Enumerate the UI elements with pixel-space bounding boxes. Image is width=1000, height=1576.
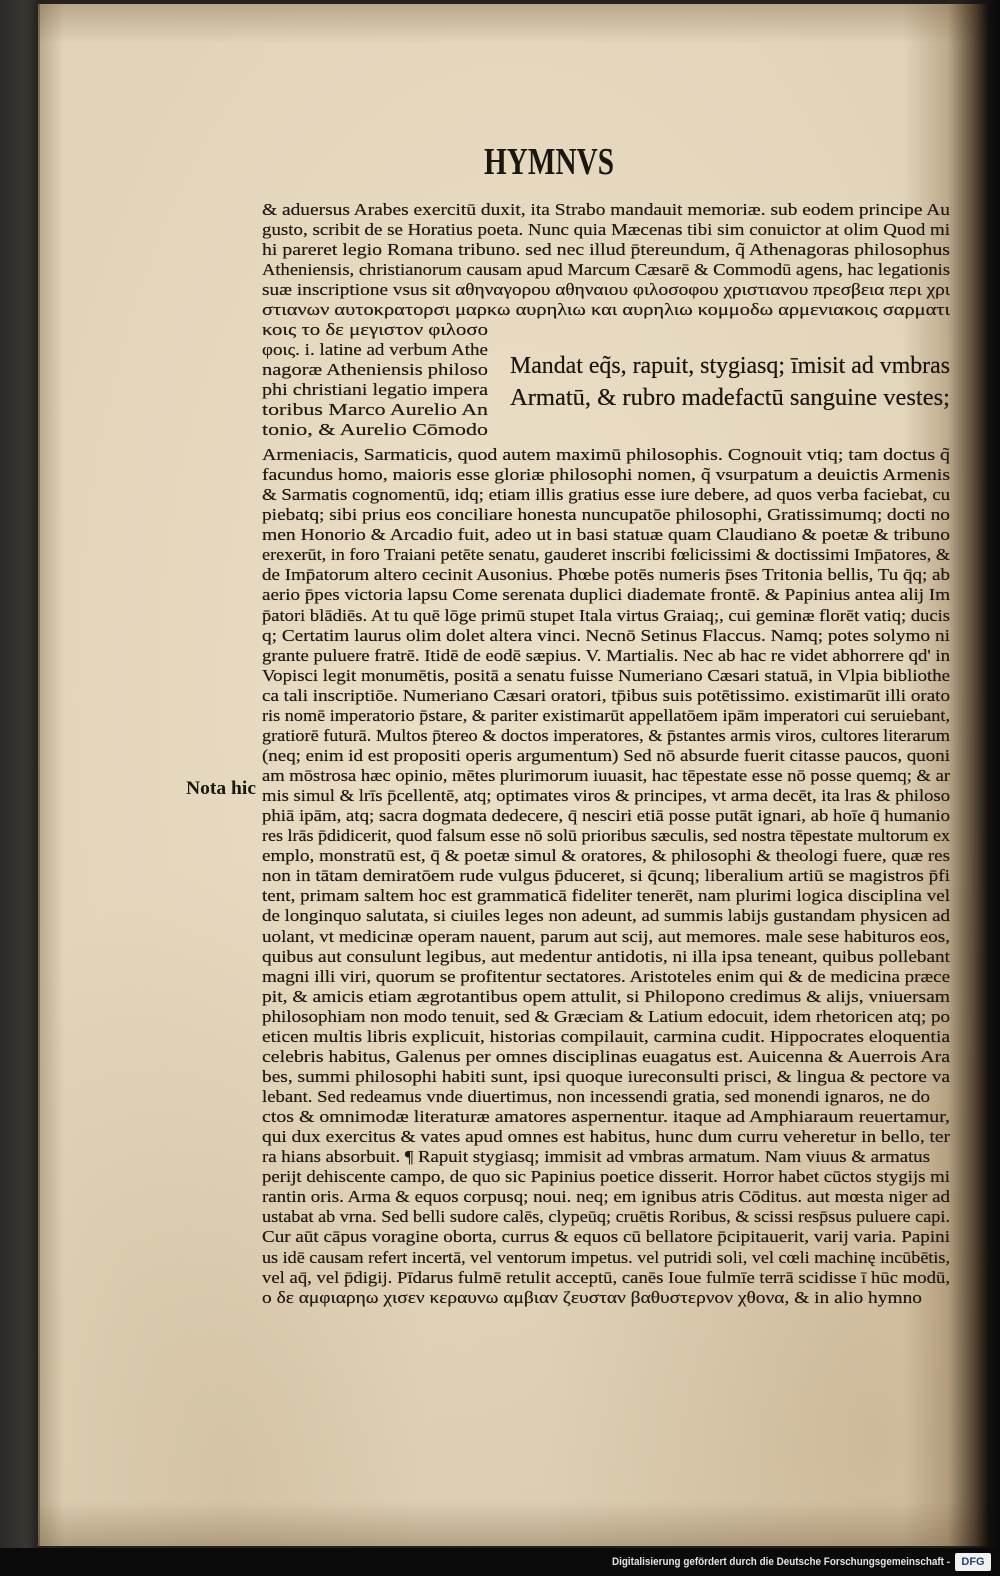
line-text: ctos & omnimodæ literaturæ amatores aspernentur. itaque ad Amphiaraum reuertamur, xyxy=(262,1107,950,1127)
text-line xyxy=(262,1147,930,1167)
greek-text-line xyxy=(262,300,950,320)
line-text: p̄atori blādiēs. At tu quē lōge primū stupet Itala virtus Graiaq;, cui geminæ florēt vatiq; ducis xyxy=(262,605,950,625)
line-text: philosophiam non modo tenuit, sed & Græciam & Latium edocuit, idem rhetoricen atq; po xyxy=(262,1006,950,1026)
line-text: φοις. i. latine ad verbum Athe xyxy=(262,340,488,359)
text-line xyxy=(262,766,950,786)
text-line xyxy=(262,1248,950,1268)
text-line xyxy=(262,260,950,280)
text-line xyxy=(262,445,950,465)
text-line xyxy=(262,947,950,967)
line-text: erexerūt, in foro Traiani petēte senatu, gauderet inscribi fœlicissimi & doctissimi Imp̄atores, & xyxy=(262,545,950,565)
line-text: (neq; enim id est propositi operis argumentum) Sed nō absurde fuerit citasse paucos, quoni xyxy=(262,745,950,765)
verse-quotation xyxy=(510,350,950,414)
line-text: perijt dehiscente campo, de quo sic Papinius poetice disserit. Horror habet cūctos stygijs mi xyxy=(262,1167,950,1187)
line-text: ris nomē imperatorio p̄stare, & pariter existimarūt appellatōem ipām imperatori cui seruiebant, xyxy=(262,705,950,725)
text-line xyxy=(262,585,950,605)
side-column-line xyxy=(262,340,488,360)
text-line xyxy=(262,240,950,260)
line-text: ustabat ab vrna. Sed belli sudore calēs, clypeūq; cruētis Roribus, & scissi resp̄sus puluere capi. xyxy=(262,1207,950,1227)
line-text: uolant, vt medicinæ operam nauent, parum aut scij, aut memores. male sese habituros eos, xyxy=(262,926,950,946)
text-line xyxy=(262,1187,950,1207)
text-line xyxy=(262,1087,930,1107)
text-line xyxy=(262,505,950,525)
text-line xyxy=(262,1227,950,1247)
running-head-text: HYMNVS xyxy=(484,141,614,183)
line-text: Vopisci legit monumētis, positā a senatu fuisse Numeriano Cæsari statuā, in Vlpia bibliothe xyxy=(262,665,950,685)
funding-notice-text: Digitalisierung gefördert durch die Deutsche Forschungsgemeinschaft - xyxy=(612,1556,950,1568)
line-text: us idē causam refert incertā, vel ventorum impetus. vel putridi soli, vel cœli machinę incūbētis, xyxy=(262,1247,950,1267)
line-text: qui dux exercitus & vates apud omnes est habitus, hunc dum curru veheretur in bello, ter xyxy=(262,1127,950,1147)
text-line xyxy=(262,866,950,886)
text-line xyxy=(262,200,950,220)
text-line xyxy=(262,1107,950,1127)
funding-notice xyxy=(612,1554,950,1570)
side-column xyxy=(262,340,488,440)
line-text: am mōstrosa hæc opinio, mētes plurimorum iuuasit, hac tēpestate esse nō posse quemq; & ar xyxy=(262,766,950,785)
line-text: facundus homo, maioris esse gloriæ philosophi nomen, q̃ vsurpatum a deuictis Armenis xyxy=(262,465,950,485)
text-line xyxy=(262,485,950,505)
text-line xyxy=(262,987,950,1007)
line-text: ο δε αμφιαρηω χισεν κεραυνω αμβιαν ζευσταν βαθυστερνον χθονα, & in alio hymno xyxy=(262,1287,922,1307)
line-text: rantin oris. Arma & equos corpusq; noui. neq; em ignibus atris Cōditus. aut mœsta niger ad xyxy=(262,1187,950,1207)
text-line xyxy=(262,1167,950,1187)
line-text: lebant. Sed redeamus vnde diuertimus, non incessendi gratia, sed monendi ignaros, ne do xyxy=(262,1087,930,1106)
line-text: emplo, monstratū est, q̄ & poetæ simul & oratores, & philosophi & theologi fuere, quæ res xyxy=(262,846,950,866)
text-line xyxy=(262,220,950,240)
line-text: de longinquo salutata, si ciuiles leges non adeunt, ad summis labijs gustandam physicen ad xyxy=(262,906,950,926)
text-line xyxy=(262,666,950,686)
text-line xyxy=(262,746,950,766)
line-text: pit, & amicis etiam ægrotantibus opem attulit, si Philopono credimus & alijs, vniuersam xyxy=(262,986,950,1006)
line-text: Cur aūt cāpus voragine oborta, currus & equos cū bellatore p̄cipitauerit, varij varia. Papini xyxy=(262,1227,950,1247)
line-text: gratiorē futurā. Multos p̄tereo & doctos imperatores, & p̄stantes armis viros, cultores literarum xyxy=(262,725,950,745)
text-line xyxy=(262,706,950,726)
text-line xyxy=(262,626,950,646)
line-text: res lrās p̄didicerit, quod falsum esse nō solū prioribus sæculis, sed nostra tēpestate multorum ex xyxy=(262,826,950,846)
side-column-line xyxy=(262,380,488,400)
text-line xyxy=(262,465,950,485)
text-block-top xyxy=(262,200,950,340)
line-text: στιανων αυτοκρατορσι μαρκω αυρηλιω και αυρηλιω κομμοδω αρμενιακοις σαρματι xyxy=(262,300,950,319)
line-text: toribus Marco Aurelio An xyxy=(262,400,488,419)
line-text: de Imp̄atorum altero cecinit Ausonius. Phœbe potēs numeris p̄ses Tritonia bellis, Tu q̄q; ab xyxy=(262,565,950,585)
line-text: ca tali inscriptiōe. Numeriano Cæsari oratori, tp̄ibus suis potētissimo. existimarūt illi orato xyxy=(262,685,950,705)
text-line xyxy=(262,806,950,826)
line-text: men Honorio & Arcadio fuit, adeo ut in basi statuæ quam Claudiano & poetæ & tribuno xyxy=(262,525,950,545)
line-text: nagoræ Atheniensis philoso xyxy=(262,360,488,379)
side-column-line xyxy=(262,400,488,420)
text-line xyxy=(262,726,950,746)
text-line xyxy=(262,927,950,947)
line-text: piebatq; sibi prius eos conciliare honesta nuncupatōe philosophi, Gratissimumq; docti no xyxy=(262,505,950,525)
line-text: vel aq̄, vel p̄digij. Pīdarus fulmē retulit acceptū, canēs Ioue fulmīe terrā scidisse ī hūc modū, xyxy=(262,1267,950,1287)
marginal-note xyxy=(186,776,256,802)
text-line xyxy=(262,886,950,906)
text-line xyxy=(262,1207,950,1227)
line-text: magni illi viri, quorum se profitentur sectatores. Aristoteles enim qui & de medicina præce xyxy=(262,966,950,986)
marginal-note-text: Nota hic xyxy=(186,778,256,799)
text-line xyxy=(262,525,950,545)
line-text: mis simul & lrīs p̄cellentē, atq; optimates viros & principes, vt arma decēt, ita lras & philoso xyxy=(262,786,950,806)
line-text: eticen multis libris explicuit, historias compilauit, carmina cudit. Hippocrates eloquentia xyxy=(262,1026,950,1046)
footer-bar xyxy=(0,1548,1000,1576)
line-text: q; Certatim laurus olim dolet altera vinci. Necnō Setinus Flaccus. Namq; potes solymo ni xyxy=(262,625,950,645)
text-line xyxy=(262,565,950,585)
line-text: Mandat eq̃s, rapuit, stygiasq; īmisit ad vmbras xyxy=(510,353,950,379)
text-line xyxy=(262,606,950,626)
line-text: non in tātam demiratōem rude vulgus p̄duceret, si q̄cunq; liberalium artiū se magistros p̄fi xyxy=(262,866,950,886)
text-line xyxy=(262,846,950,866)
line-text: Atheniensis, christianorum causam apud Marcum Cæsarē & Commodū agens, hac legationis xyxy=(262,260,950,279)
line-text: quibus aut consulunt legibus, aut medentur antidotis, ni illa ipsa teneant, quibus pollebant xyxy=(262,946,950,966)
line-text: ra hians absorbuit. ¶ Rapuit stygiasq; immisit ad vmbras armatum. Nam viuus & armatus xyxy=(262,1147,930,1167)
text-line xyxy=(262,545,950,565)
line-text: tent, primam saltem hoc est grammaticā fideliter tenerēt, nam plurimi logica disciplina vel xyxy=(262,886,950,906)
text-line xyxy=(262,1027,950,1047)
line-text: & aduersus Arabes exercitū duxit, ita Strabo mandauit memoriæ. sub eodem principe Au xyxy=(262,200,950,219)
book-page xyxy=(38,4,988,1546)
line-text: hi pareret legio Romana tribuno. sed nec illud p̄tereundum, q̃ Athenagoras philosophus xyxy=(262,240,950,259)
line-text: κοις το δε μεγιστον φιλοσο xyxy=(262,320,488,339)
text-line xyxy=(262,967,950,987)
dfg-logo: DFG xyxy=(955,1553,991,1571)
line-text: phiā ipām, atq; sacra dogmata dedecere, q̄ nesciri etiā posse putāt ignari, ab hoīe q̄ humanio xyxy=(262,806,950,826)
line-text: gusto, scribit de se Horatius poeta. Nunc quia Mæcenas tibi sim conuictor at olim Quod mi xyxy=(262,220,950,239)
text-line xyxy=(262,1047,950,1067)
line-text: phi christiani legatio impera xyxy=(262,380,488,399)
text-line xyxy=(262,1007,950,1027)
line-text: celebris habitus, Galenus per omnes disciplinas euagatus est. Auicenna & Auerrois Ara xyxy=(262,1046,950,1066)
text-line xyxy=(262,1127,950,1147)
side-column-line xyxy=(262,360,488,380)
line-text: & Sarmatis cognomentū, idq; etiam illis gratius esse iure debere, ad quos verba faciebat, cu xyxy=(262,485,950,505)
text-block-main xyxy=(262,445,950,1308)
text-line xyxy=(262,686,950,706)
line-text: grante puluere fratrē. Itidē de eodē sæpius. V. Martialis. Nec ab hac re videt abhorrere qd' in xyxy=(262,645,950,665)
running-head xyxy=(484,140,614,184)
greek-text-line xyxy=(262,1288,922,1308)
text-line xyxy=(262,646,950,666)
line-text: bes, summi philosophi habiti sunt, ipsi quoque iureconsulti prisci, & lingua & pectore va xyxy=(262,1066,950,1086)
line-text: aerio p̄pes victoria lapsu Come serenata duplici diademate frontē. & Papinius antea alij Im xyxy=(262,585,950,605)
greek-text-line xyxy=(262,280,950,300)
side-column-line xyxy=(262,420,488,440)
text-line xyxy=(262,826,950,846)
line-text: tonio, & Aurelio Cōmodo xyxy=(262,420,488,439)
line-text: Armeniacis, Sarmaticis, quod autem maximū philosophis. Cognouit vtiq; tam doctus q̃ xyxy=(262,445,950,464)
text-line xyxy=(262,906,950,926)
line-text: Armatū, & rubro madefactū sanguine vestes; xyxy=(510,385,950,411)
verse-line xyxy=(510,382,950,414)
line-text: suæ inscriptione vsus sit αθηναγορου αθηναιου φιλοσοφου χριστιανου πρεσβεια περι χρι xyxy=(262,280,950,299)
text-line xyxy=(262,1067,950,1087)
greek-text-line xyxy=(262,320,488,340)
text-line xyxy=(262,1268,950,1288)
verse-line xyxy=(510,350,950,382)
text-line xyxy=(262,786,950,806)
